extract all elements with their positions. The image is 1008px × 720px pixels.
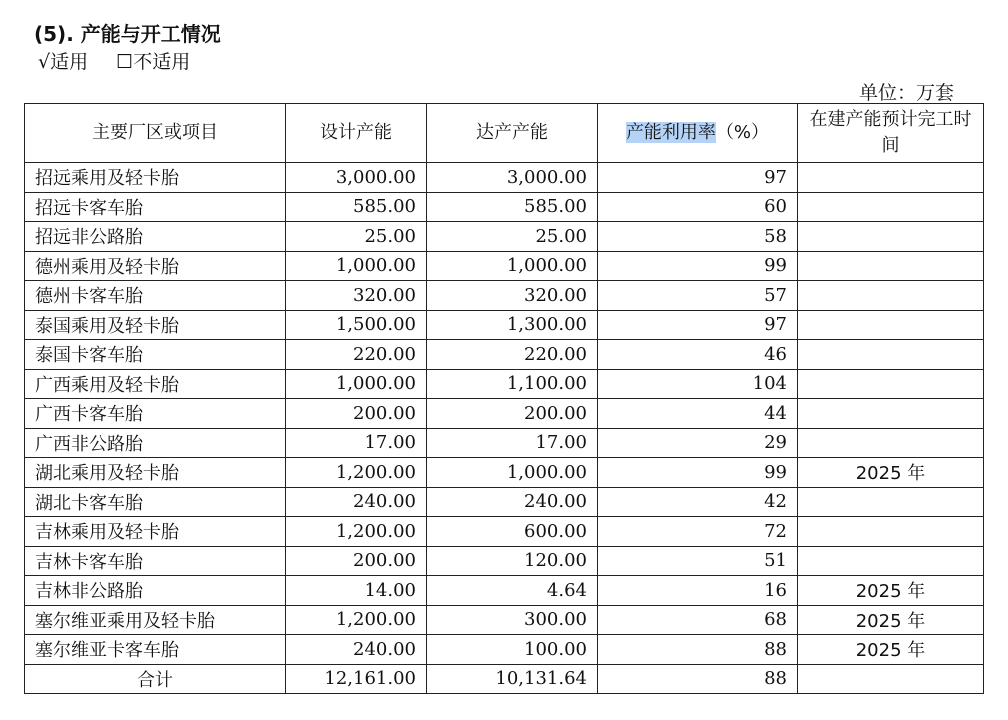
header-actual: 达产产能 — [427, 104, 598, 163]
cell-design: 25.00 — [286, 222, 427, 252]
header-utilization — [598, 104, 798, 163]
cell-actual: 1,000.00 — [427, 251, 598, 281]
cell-actual: 600.00 — [427, 517, 598, 547]
header-item: 主要厂区或项目 — [25, 104, 286, 163]
cell-completion — [798, 192, 984, 222]
unit-label: 单位：万套 — [858, 82, 954, 104]
cell-util: 42 — [598, 487, 798, 517]
table-row — [25, 517, 984, 547]
cell-actual: 4.64 — [427, 576, 598, 606]
cell-completion — [798, 281, 984, 311]
cell-util: 99 — [598, 458, 798, 488]
cell-item: 德州卡客车胎 — [25, 281, 286, 311]
cell-actual: 320.00 — [427, 281, 598, 311]
cell-completion — [798, 517, 984, 547]
cell-actual: 200.00 — [427, 399, 598, 429]
cell-actual: 240.00 — [427, 487, 598, 517]
table-row — [25, 605, 984, 635]
cell-design: 14.00 — [286, 576, 427, 606]
cell-design: 220.00 — [286, 340, 427, 370]
cell-design: 1,000.00 — [286, 369, 427, 399]
cell-item: 湖北乘用及轻卡胎 — [25, 458, 286, 488]
table-row — [25, 428, 984, 458]
table-row — [25, 635, 984, 665]
section-title: (5). 产能与开工情况 — [34, 22, 221, 46]
cell-util: 44 — [598, 399, 798, 429]
cell-util: 60 — [598, 192, 798, 222]
applicability-options — [38, 47, 212, 74]
cell-design: 240.00 — [286, 635, 427, 665]
cell-design: 17.00 — [286, 428, 427, 458]
cell-item: 吉林乘用及轻卡胎 — [25, 517, 286, 547]
cell-util: 99 — [598, 251, 798, 281]
cell-design: 12,161.00 — [286, 664, 427, 694]
cell-completion — [798, 487, 984, 517]
cell-util: 68 — [598, 605, 798, 635]
table-row — [25, 546, 984, 576]
cell-completion — [798, 369, 984, 399]
cell-design: 320.00 — [286, 281, 427, 311]
cell-item: 塞尔维亚乘用及轻卡胎 — [25, 605, 286, 635]
cell-design: 585.00 — [286, 192, 427, 222]
not-applicable-option: ☐不适用 — [116, 51, 191, 73]
total-row — [25, 664, 984, 694]
cell-actual: 585.00 — [427, 192, 598, 222]
cell-item: 广西卡客车胎 — [25, 399, 286, 429]
cell-item: 泰国卡客车胎 — [25, 340, 286, 370]
cell-item: 招远非公路胎 — [25, 222, 286, 252]
cell-actual: 25.00 — [427, 222, 598, 252]
cell-design: 1,000.00 — [286, 251, 427, 281]
highlighted-text: 产能利用率 — [625, 122, 716, 143]
applicable-option: √适用 — [38, 51, 89, 73]
table-row — [25, 310, 984, 340]
cell-util: 58 — [598, 222, 798, 252]
cell-actual: 17.00 — [427, 428, 598, 458]
cell-actual: 1,300.00 — [427, 310, 598, 340]
cell-actual: 1,100.00 — [427, 369, 598, 399]
cell-util: 16 — [598, 576, 798, 606]
cell-actual: 1,000.00 — [427, 458, 598, 488]
cell-util: 97 — [598, 310, 798, 340]
cell-item: 湖北卡客车胎 — [25, 487, 286, 517]
cell-design: 1,500.00 — [286, 310, 427, 340]
cell-util: 46 — [598, 340, 798, 370]
cell-util: 57 — [598, 281, 798, 311]
table-row — [25, 399, 984, 429]
cell-item: 德州乘用及轻卡胎 — [25, 251, 286, 281]
cell-completion — [798, 340, 984, 370]
header-row — [25, 104, 984, 163]
capacity-table — [24, 103, 984, 694]
table-row — [25, 576, 984, 606]
cell-actual: 3,000.00 — [427, 163, 598, 193]
cell-completion: 2025 年 — [798, 635, 984, 665]
cell-completion: 2025 年 — [798, 605, 984, 635]
cell-completion — [798, 251, 984, 281]
cell-item: 招远卡客车胎 — [25, 192, 286, 222]
cell-util: 97 — [598, 163, 798, 193]
cell-item: 吉林非公路胎 — [25, 576, 286, 606]
header-design: 设计产能 — [286, 104, 427, 163]
cell-design: 1,200.00 — [286, 458, 427, 488]
cell-util: 29 — [598, 428, 798, 458]
cell-actual: 100.00 — [427, 635, 598, 665]
cell-completion — [798, 399, 984, 429]
cell-design: 1,200.00 — [286, 605, 427, 635]
table-row — [25, 281, 984, 311]
cell-item: 广西非公路胎 — [25, 428, 286, 458]
cell-design: 3,000.00 — [286, 163, 427, 193]
cell-util: 88 — [598, 635, 798, 665]
cell-actual: 120.00 — [427, 546, 598, 576]
table-row — [25, 222, 984, 252]
table-row — [25, 458, 984, 488]
table-row — [25, 251, 984, 281]
cell-completion: 2025 年 — [798, 576, 984, 606]
cell-actual: 10,131.64 — [427, 664, 598, 694]
cell-completion: 2025 年 — [798, 458, 984, 488]
cell-completion — [798, 163, 984, 193]
cell-completion — [798, 664, 984, 694]
cell-util: 51 — [598, 546, 798, 576]
cell-design: 240.00 — [286, 487, 427, 517]
cell-completion — [798, 310, 984, 340]
table-row — [25, 192, 984, 222]
cell-util: 88 — [598, 664, 798, 694]
cell-item: 塞尔维亚卡客车胎 — [25, 635, 286, 665]
cell-actual: 220.00 — [427, 340, 598, 370]
cell-util: 72 — [598, 517, 798, 547]
table-row — [25, 487, 984, 517]
cell-completion — [798, 428, 984, 458]
cell-item: 广西乘用及轻卡胎 — [25, 369, 286, 399]
cell-item: 泰国乘用及轻卡胎 — [25, 310, 286, 340]
cell-actual: 300.00 — [427, 605, 598, 635]
cell-design: 1,200.00 — [286, 517, 427, 547]
cell-completion — [798, 222, 984, 252]
table-row — [25, 340, 984, 370]
header-util-suffix: （%） — [715, 122, 770, 143]
table-row — [25, 163, 984, 193]
header-completion: 在建产能预计完工时间 — [798, 104, 984, 163]
cell-completion — [798, 546, 984, 576]
cell-design: 200.00 — [286, 546, 427, 576]
cell-item: 吉林卡客车胎 — [25, 546, 286, 576]
cell-design: 200.00 — [286, 399, 427, 429]
cell-item: 合计 — [25, 664, 286, 694]
cell-util: 104 — [598, 369, 798, 399]
table-row — [25, 369, 984, 399]
cell-item: 招远乘用及轻卡胎 — [25, 163, 286, 193]
